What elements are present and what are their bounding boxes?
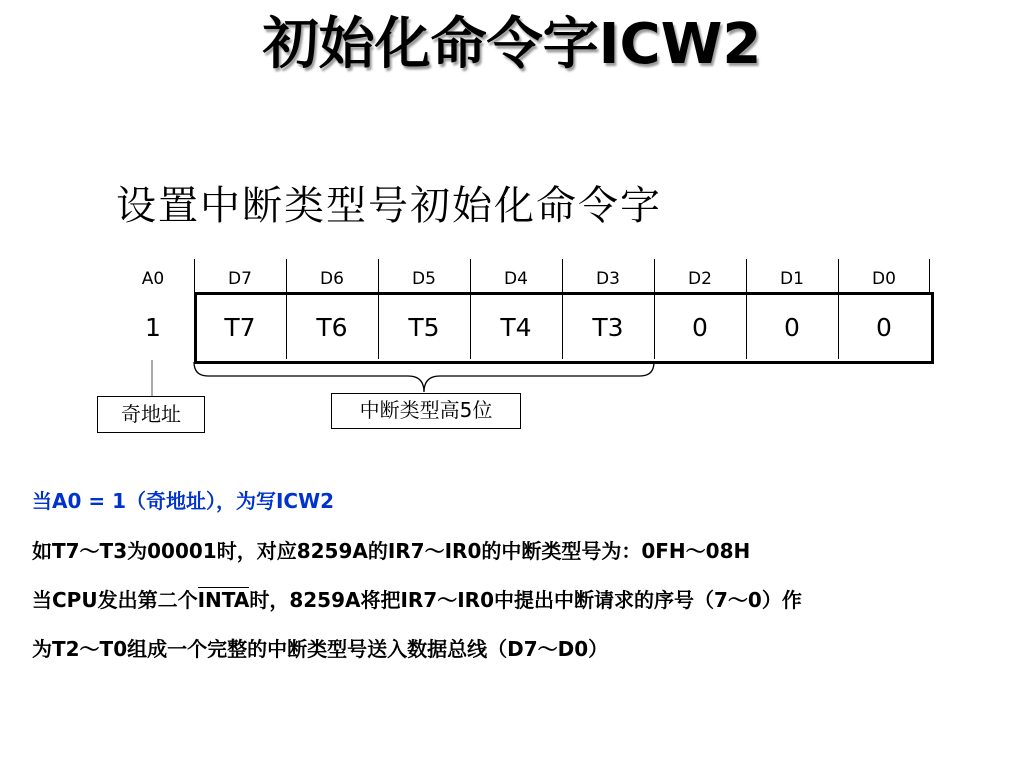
bit-cell-d1: 0	[784, 313, 800, 342]
a0-value: 1	[145, 313, 161, 342]
bit-cell-d0: 0	[876, 313, 892, 342]
bit-header-d3: D3	[596, 269, 620, 289]
bit-cell-d7: T7	[224, 313, 256, 342]
bit-header-d4: D4	[504, 269, 528, 289]
high5-label: 中断类型高5位	[331, 393, 521, 429]
inta-signal: INTA	[197, 588, 250, 612]
page-title: 初始化命令字ICW2	[262, 12, 762, 77]
bit-cell-d5: T5	[408, 313, 440, 342]
note-line-2: 如T7～T3为00001时，对应8259A的IR7～IR0的中断类型号为：0FH～08H	[32, 539, 751, 563]
bit-cell-d4: T4	[500, 313, 532, 342]
bit-header-d7: D7	[228, 269, 252, 289]
bit-header-d1: D1	[780, 269, 804, 289]
note-line-4: 为T2～T0组成一个完整的中断类型号送入数据总线（D7～D0）	[32, 637, 609, 661]
subtitle: 设置中断类型号初始化命令字	[116, 183, 662, 229]
note-line-1: 当A0 = 1（奇地址），为写ICW2	[32, 489, 335, 513]
bit-cell-d3: T3	[592, 313, 624, 342]
odd-address-label: 奇地址	[97, 396, 205, 433]
bit-header-d2: D2	[688, 269, 712, 289]
note-line-3-part-c: 时，8259A将把IR7～IR0中提出中断请求的序号（7～0）作	[249, 588, 802, 612]
bit-cell-d6: T6	[316, 313, 348, 342]
bit-cell-d2: 0	[692, 313, 708, 342]
note-line-3-part-a: 当CPU发出第二个	[32, 588, 198, 612]
a0-header: A0	[141, 269, 165, 289]
bit-header-d6: D6	[320, 269, 344, 289]
bit-header-d5: D5	[412, 269, 436, 289]
note-line-3	[32, 584, 802, 616]
bit-header-d0: D0	[872, 269, 896, 289]
high5-brace	[194, 362, 654, 392]
